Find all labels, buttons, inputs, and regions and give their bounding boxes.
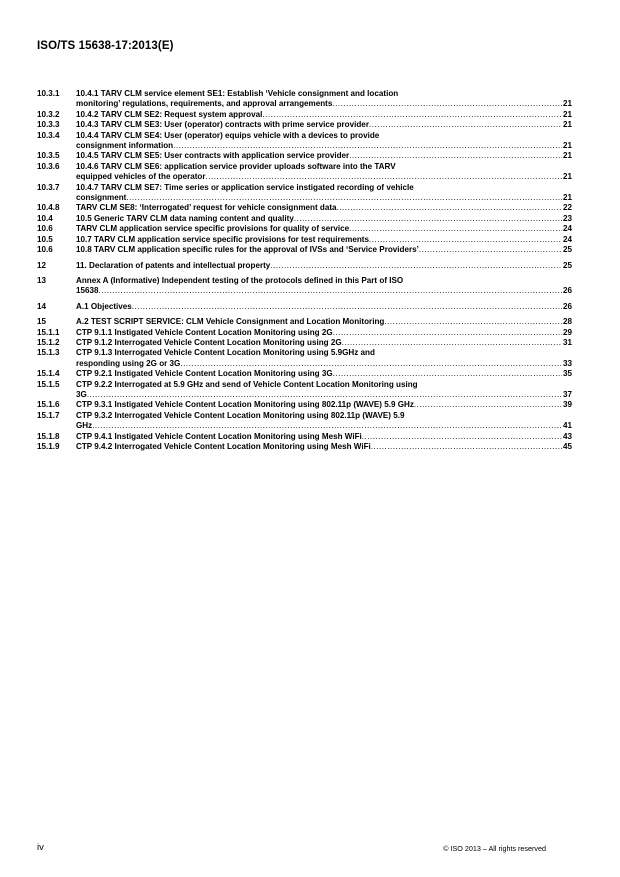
dot-leader	[92, 421, 562, 431]
toc-entry-title-line: Annex A (Informative) Independent testing of the protocols defined in this Part of ISO	[76, 275, 404, 285]
page-number: iv	[37, 842, 44, 853]
toc-entry[interactable]	[37, 183, 572, 204]
toc-entry[interactable]	[37, 203, 572, 213]
toc-entry-title-line: 10.7 TARV CLM application service specific provisions for test requirements	[76, 234, 369, 244]
toc-entry[interactable]	[37, 235, 572, 245]
toc-entry-page: 21	[562, 141, 572, 151]
toc-entry-page: 21	[562, 151, 572, 161]
toc-entry-title-line: CTP 9.1.1 Instigated Vehicle Content Location Monitoring using 2G	[76, 327, 333, 337]
toc-entry[interactable]	[37, 338, 572, 348]
dot-leader	[333, 328, 562, 338]
toc-entry-title-line: CTP 9.2.1 Instigated Vehicle Content Location Monitoring using 3G	[76, 369, 333, 379]
toc-entry-number: 10.3.1	[37, 89, 60, 98]
toc-entry-number: 15.1.5	[37, 379, 60, 389]
toc-entry[interactable]	[37, 131, 572, 152]
toc-entry-page: 23	[562, 213, 572, 223]
toc-entry-page: 21	[562, 172, 572, 182]
dot-leader	[270, 261, 562, 271]
toc-entry-page: 29	[562, 327, 572, 337]
toc-entry-page: 26	[562, 301, 572, 311]
toc-entry[interactable]	[37, 411, 572, 432]
toc-entry-page: 28	[562, 317, 572, 327]
toc-entry[interactable]	[37, 224, 572, 234]
toc-entry-title-line: 10.5 Generic TARV CLM data naming content and quality	[76, 213, 294, 223]
dot-leader	[132, 302, 562, 312]
toc-entry-title-line: 11. Declaration of patents and intellectual property	[76, 260, 271, 270]
toc-entry-title-line: 10.4.5 TARV CLM SE5: User contracts with application service provider	[76, 151, 350, 161]
toc-entry-number: 12	[37, 260, 47, 270]
toc-entry-title-line: consignment information	[76, 141, 174, 151]
toc-entry[interactable]	[37, 442, 572, 452]
toc-entry-title-line: TARV CLM SE8: ‘Interrogated’ request for vehicle consignment data	[76, 203, 337, 213]
toc-entry-title-line: 10.4.1 TARV CLM service element SE1: Establish ‘Vehicle consignment and location	[76, 89, 399, 98]
toc-entry-title-line: CTP 9.3.2 Interrogated Vehicle Content Location Monitoring using 802.11p (WAVE) 5.9	[76, 410, 405, 420]
toc-entry-number: 10.3.6	[37, 161, 60, 171]
toc-entry-title-line: 10.4.4 TARV CLM SE4: User (operator) equips vehicle with a devices to provide	[76, 130, 380, 140]
dot-leader	[384, 317, 562, 327]
toc-entry-title-line: CTP 9.1.2 Interrogated Vehicle Content Location Monitoring using 2G	[76, 337, 342, 347]
toc-entry-page: 21	[562, 99, 572, 109]
dot-leader	[362, 432, 562, 442]
toc-entry-title-line: 10.4.2 TARV CLM SE2: Request system approval	[76, 109, 263, 119]
toc-entry[interactable]	[37, 400, 572, 410]
toc-entry[interactable]	[37, 214, 572, 224]
toc-entry-number: 10.4	[37, 213, 53, 223]
toc-entry-title-line: GHz	[76, 421, 93, 431]
toc-entry-page: 39	[562, 400, 572, 410]
toc-entry-title-line: monitoring’ regulations, requirements, and approval arrangements	[76, 99, 333, 109]
toc-entry[interactable]	[37, 348, 572, 369]
document-id-header: ISO/TS 15638-17:2013(E)	[37, 40, 174, 52]
dot-leader	[369, 120, 562, 130]
dot-leader	[206, 172, 562, 182]
dot-leader	[262, 110, 562, 120]
toc-entry-page: 21	[562, 109, 572, 119]
toc-entry-title-line: CTP 9.4.2 Interrogated Vehicle Content Location Monitoring using Mesh WiFi	[76, 442, 371, 451]
dot-leader	[349, 151, 562, 161]
toc-entry-page: 37	[562, 389, 572, 399]
toc-entry-number: 15.1.3	[37, 348, 60, 358]
toc-entry-number: 10.3.5	[37, 151, 60, 161]
toc-entry-number: 15.1.1	[37, 327, 60, 337]
toc-entry-page: 31	[562, 337, 572, 347]
dot-leader	[414, 400, 562, 410]
dot-leader	[99, 286, 562, 296]
dot-leader	[337, 203, 562, 213]
toc-entry-page: 26	[562, 286, 572, 296]
toc-entry-page: 41	[562, 421, 572, 431]
dot-leader	[87, 390, 562, 400]
toc-entry-number: 10.3.2	[37, 109, 60, 119]
toc-entry[interactable]	[37, 369, 572, 379]
toc-entry-number: 10.3.4	[37, 130, 60, 140]
toc-entry-title-line: 15638	[76, 286, 99, 296]
dot-leader	[173, 141, 562, 151]
toc-entry-page: 24	[562, 234, 572, 244]
toc-entry[interactable]	[37, 276, 572, 297]
toc-entry[interactable]	[37, 162, 572, 183]
toc-entry-number: 10.6	[37, 224, 53, 234]
toc-entry[interactable]	[37, 317, 572, 327]
toc-entry-title-line: 10.8 TARV CLM application specific rules for the approval of IVSs and ‘Service Providers’	[76, 245, 419, 255]
toc-entry-page: 21	[562, 193, 572, 203]
toc-entry-page: 45	[562, 442, 572, 451]
toc-entry-page: 25	[562, 260, 572, 270]
toc-entry-number: 10.3.7	[37, 182, 60, 192]
toc-entry-page: 21	[562, 120, 572, 130]
toc-entry-number: 10.4.8	[37, 203, 60, 213]
toc-entry-page: 43	[562, 431, 572, 441]
toc-entry-title-line: equipped vehicles of the operator	[76, 172, 206, 182]
toc-entry-title-line: consignment	[76, 193, 127, 203]
toc-entry-page: 35	[562, 369, 572, 379]
toc-entry-title-line: 10.4.7 TARV CLM SE7: Time series or application service instigated recording of vehicle	[76, 182, 414, 192]
toc-entry-page: 25	[562, 245, 572, 255]
toc-entry-title-line: CTP 9.1.3 Interrogated Vehicle Content Location Monitoring using 5.9GHz and	[76, 348, 375, 358]
toc-entry-number: 15.1.2	[37, 337, 60, 347]
toc-entry-title-line: CTP 9.2.2 Interrogated at 5.9 GHz and send of Vehicle Content Location Monitoring using	[76, 379, 418, 389]
copyright-notice: © ISO 2013 – All rights reserved	[443, 844, 546, 853]
dot-leader	[342, 338, 562, 348]
toc-entry-number: 15.1.8	[37, 431, 60, 441]
toc-entry[interactable]	[37, 432, 572, 442]
toc-entry-number: 15.1.9	[37, 442, 60, 451]
toc-entry-title-line: A.1 Objectives	[76, 301, 132, 311]
dot-leader	[369, 235, 562, 245]
toc-entry-title-line: TARV CLM application service specific provisions for quality of service	[76, 224, 350, 234]
toc-entry-number: 15.1.4	[37, 369, 60, 379]
dot-leader	[126, 193, 562, 203]
dot-leader	[371, 442, 562, 452]
toc-entry-title-line: 3G	[76, 389, 87, 399]
toc-entry-number: 15	[37, 317, 47, 327]
toc-entry-number: 10.3.3	[37, 120, 60, 130]
toc-entry-title-line: A.2 TEST SCRIPT SERVICE: CLM Vehicle Consignment and Location Monitoring	[76, 317, 385, 327]
toc-entry[interactable]	[37, 302, 572, 312]
toc-entry[interactable]	[37, 380, 572, 401]
dot-leader	[294, 214, 562, 224]
dot-leader	[180, 359, 562, 369]
toc-entry-title-line: CTP 9.4.1 Instigated Vehicle Content Location Monitoring using Mesh WiFi	[76, 431, 362, 441]
toc-entry-number: 10.5	[37, 234, 53, 244]
toc-entry-page: 22	[562, 203, 572, 213]
toc-entry[interactable]	[37, 245, 572, 255]
toc-entry-page: 33	[562, 358, 572, 368]
toc-entry[interactable]	[37, 89, 572, 110]
dot-leader	[332, 99, 562, 109]
toc-entry-title-line: 10.4.3 TARV CLM SE3: User (operator) contracts with prime service provider	[76, 120, 369, 130]
dot-leader	[349, 224, 562, 234]
toc-entry[interactable]	[37, 151, 572, 161]
toc-entry[interactable]	[37, 110, 572, 120]
toc-entry[interactable]	[37, 328, 572, 338]
toc-entry[interactable]	[37, 261, 572, 271]
toc-entry-page: 24	[562, 224, 572, 234]
toc-entry-number: 14	[37, 301, 47, 311]
toc-entry-title-line: CTP 9.3.1 Instigated Vehicle Content Location Monitoring using 802.11p (WAVE) 5.9 GHz	[76, 400, 414, 410]
toc-entry[interactable]	[37, 120, 572, 130]
dot-leader	[333, 369, 562, 379]
table-of-contents	[37, 89, 572, 452]
toc-entry-number: 13	[37, 275, 47, 285]
toc-entry-number: 10.6	[37, 245, 53, 255]
toc-entry-title-line: 10.4.6 TARV CLM SE6: application service provider uploads software into the TARV	[76, 161, 396, 171]
toc-entry-number: 15.1.6	[37, 400, 60, 410]
dot-leader	[419, 245, 562, 255]
toc-entry-number: 15.1.7	[37, 410, 60, 420]
toc-entry-title-line: responding using 2G or 3G	[76, 358, 181, 368]
